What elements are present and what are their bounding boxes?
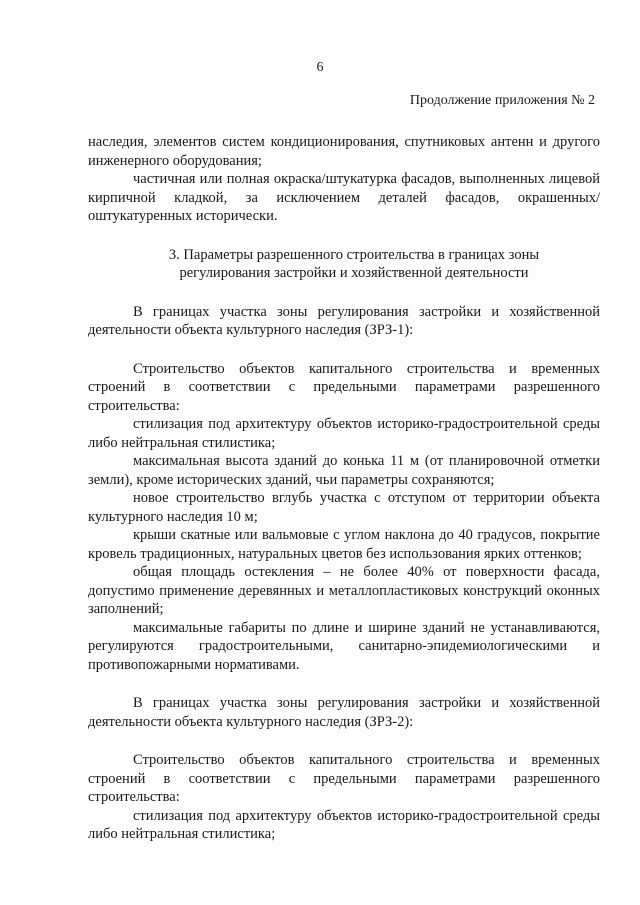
page-number: 6 (316, 60, 324, 75)
paragraph-continuation: наследия, элементов систем кондиционирования, спутниковых антенн и другого инженерного оборудования; (88, 134, 600, 169)
zone1-item: максимальная высота зданий до конька 11 м (от планировочной отметки земли), кроме исторических зданий, чьи параметры сохраняются; (88, 453, 600, 488)
zone1-lead: Строительство объектов капитального строительства и временных строений в соответствии с предельными параметрами разрешенного строительства: (88, 360, 600, 414)
zone1-item: крыши скатные или вальмовые с углом наклона до 40 градусов, покрытие кровель традиционных, натуральных цветов без использования ярких оттенков; (88, 527, 600, 562)
zone2-lead: Строительство объектов капитального строительства и временных строений в соответствии с предельными параметрами разрешенного строительства: (88, 752, 600, 805)
document-body (88, 133, 600, 844)
zone2-intro: В границах участка зоны регулирования застройки и хозяйственной деятельности объекта культурного наследия (ЗРЗ-2): (88, 695, 600, 730)
zone2-item: стилизация под архитектуру объектов историко-градостроительной среды либо нейтральная стилистика; (88, 807, 600, 842)
zone1-intro: В границах участка зоны регулирования застройки и хозяйственной деятельности объекта культурного наследия (ЗРЗ-1): (88, 303, 600, 338)
section-title-line-2: регулирования застройки и хозяйственной деятельности (179, 265, 529, 281)
section-title-line-1: 3. Параметры разрешенного строительства в границах зоны (168, 246, 540, 263)
zone1-item: общая площадь остекления – не более 40% от поверхности фасада, допустимо применение деревянных и металлопластиковых конструкций оконных заполнений; (88, 564, 600, 617)
paragraph-facade-painting: частичная или полная окраска/штукатурка фасадов, выполненных лицевой кирпичной кладкой, за исключением деталей фасадов, окрашенных/оштукатуренных исторически. (88, 171, 600, 224)
zone1-item: стилизация под архитектуру объектов историко-градостроительной среды либо нейтральная стилистика; (88, 416, 600, 451)
zone1-item: новое строительство вглубь участка с отступом от территории объекта культурного наследия 10 м; (88, 490, 600, 525)
zone1-item: максимальные габариты по длине и ширине зданий не устанавливаются, регулируются градостроительными, санитарно-эпидемиологическими и противопожарными нормативами. (88, 619, 600, 673)
continuation-label: Продолжение приложения № 2 (409, 93, 595, 108)
